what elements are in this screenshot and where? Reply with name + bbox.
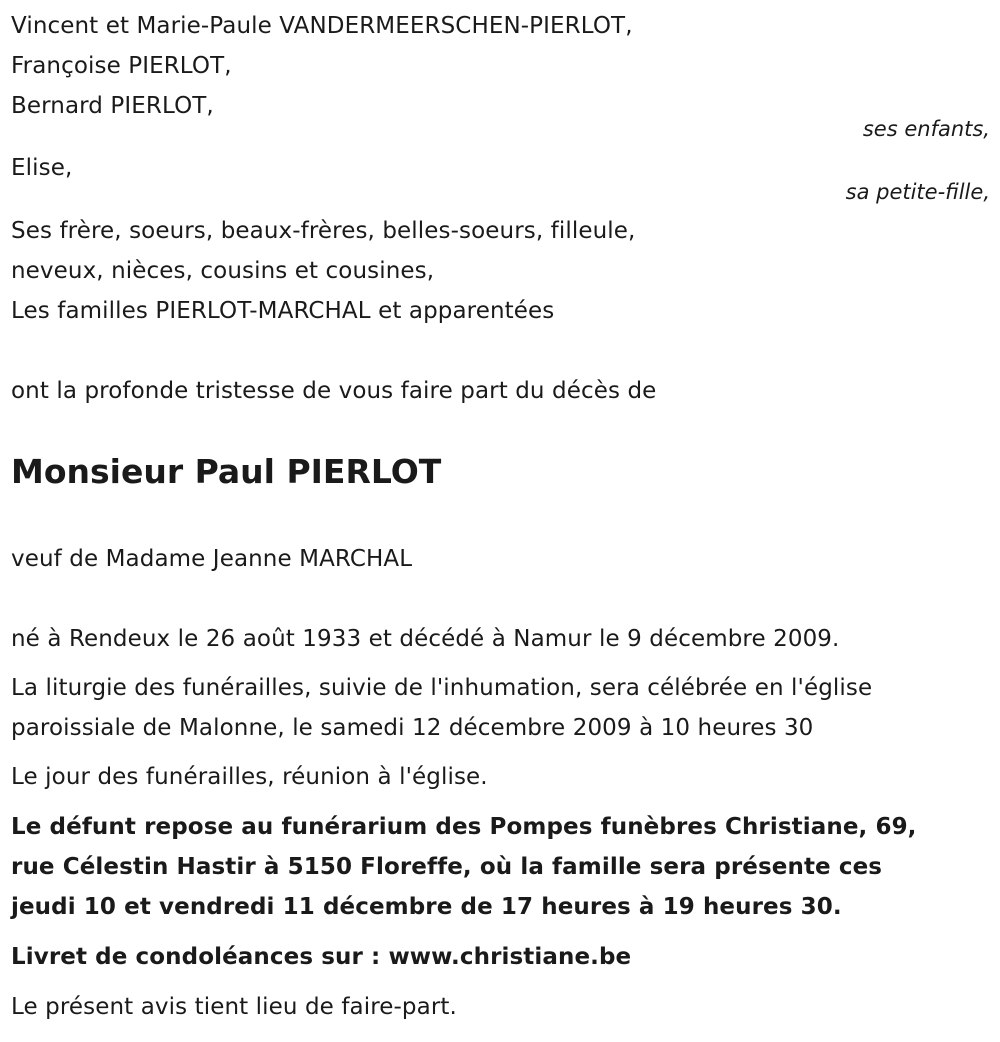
ceremony-line-2: paroissiale de Malonne, le samedi 12 décembre 2009 à 10 heures 30	[11, 715, 814, 741]
family-line-relatives-3: Les familles PIERLOT-MARCHAL et apparentées	[11, 298, 555, 324]
children-role-label: ses enfants,	[862, 117, 990, 141]
condolences-link-text: Livret de condoléances sur : www.christiane.be	[11, 944, 632, 970]
family-line-children-2: Françoise PIERLOT,	[11, 53, 232, 79]
deceased-name: Monsieur Paul PIERLOT	[11, 452, 442, 491]
widower-text: veuf de Madame Jeanne MARCHAL	[11, 546, 413, 572]
visitation-line-2: rue Célestin Hastir à 5150 Floreffe, où la famille sera présente ces	[11, 854, 883, 880]
meeting-text: Le jour des funérailles, réunion à l'église.	[11, 764, 488, 790]
visitation-line-3: jeudi 10 et vendredi 11 décembre de 17 heures à 19 heures 30.	[11, 894, 842, 920]
family-line-children-1: Vincent et Marie-Paule VANDERMEERSCHEN-PIERLOT,	[11, 13, 633, 39]
family-line-relatives-2: neveux, nièces, cousins et cousines,	[11, 258, 435, 284]
family-line-granddaughter: Elise,	[11, 155, 73, 181]
granddaughter-role-label: sa petite-fille,	[845, 180, 990, 204]
birth-death-text: né à Rendeux le 26 août 1933 et décédé à Namur le 9 décembre 2009.	[11, 626, 840, 652]
family-line-children-3: Bernard PIERLOT,	[11, 93, 214, 119]
visitation-line-1: Le défunt repose au funérarium des Pompes funèbres Christiane, 69,	[11, 814, 917, 840]
ceremony-line-1: La liturgie des funérailles, suivie de l'inhumation, sera célébrée en l'église	[11, 675, 873, 701]
closing-text: Le présent avis tient lieu de faire-part.	[11, 994, 457, 1020]
announcement-text: ont la profonde tristesse de vous faire part du décès de	[11, 378, 657, 404]
family-line-relatives-1: Ses frère, soeurs, beaux-frères, belles-soeurs, filleule,	[11, 218, 636, 244]
obituary-notice	[11, 0, 990, 1042]
